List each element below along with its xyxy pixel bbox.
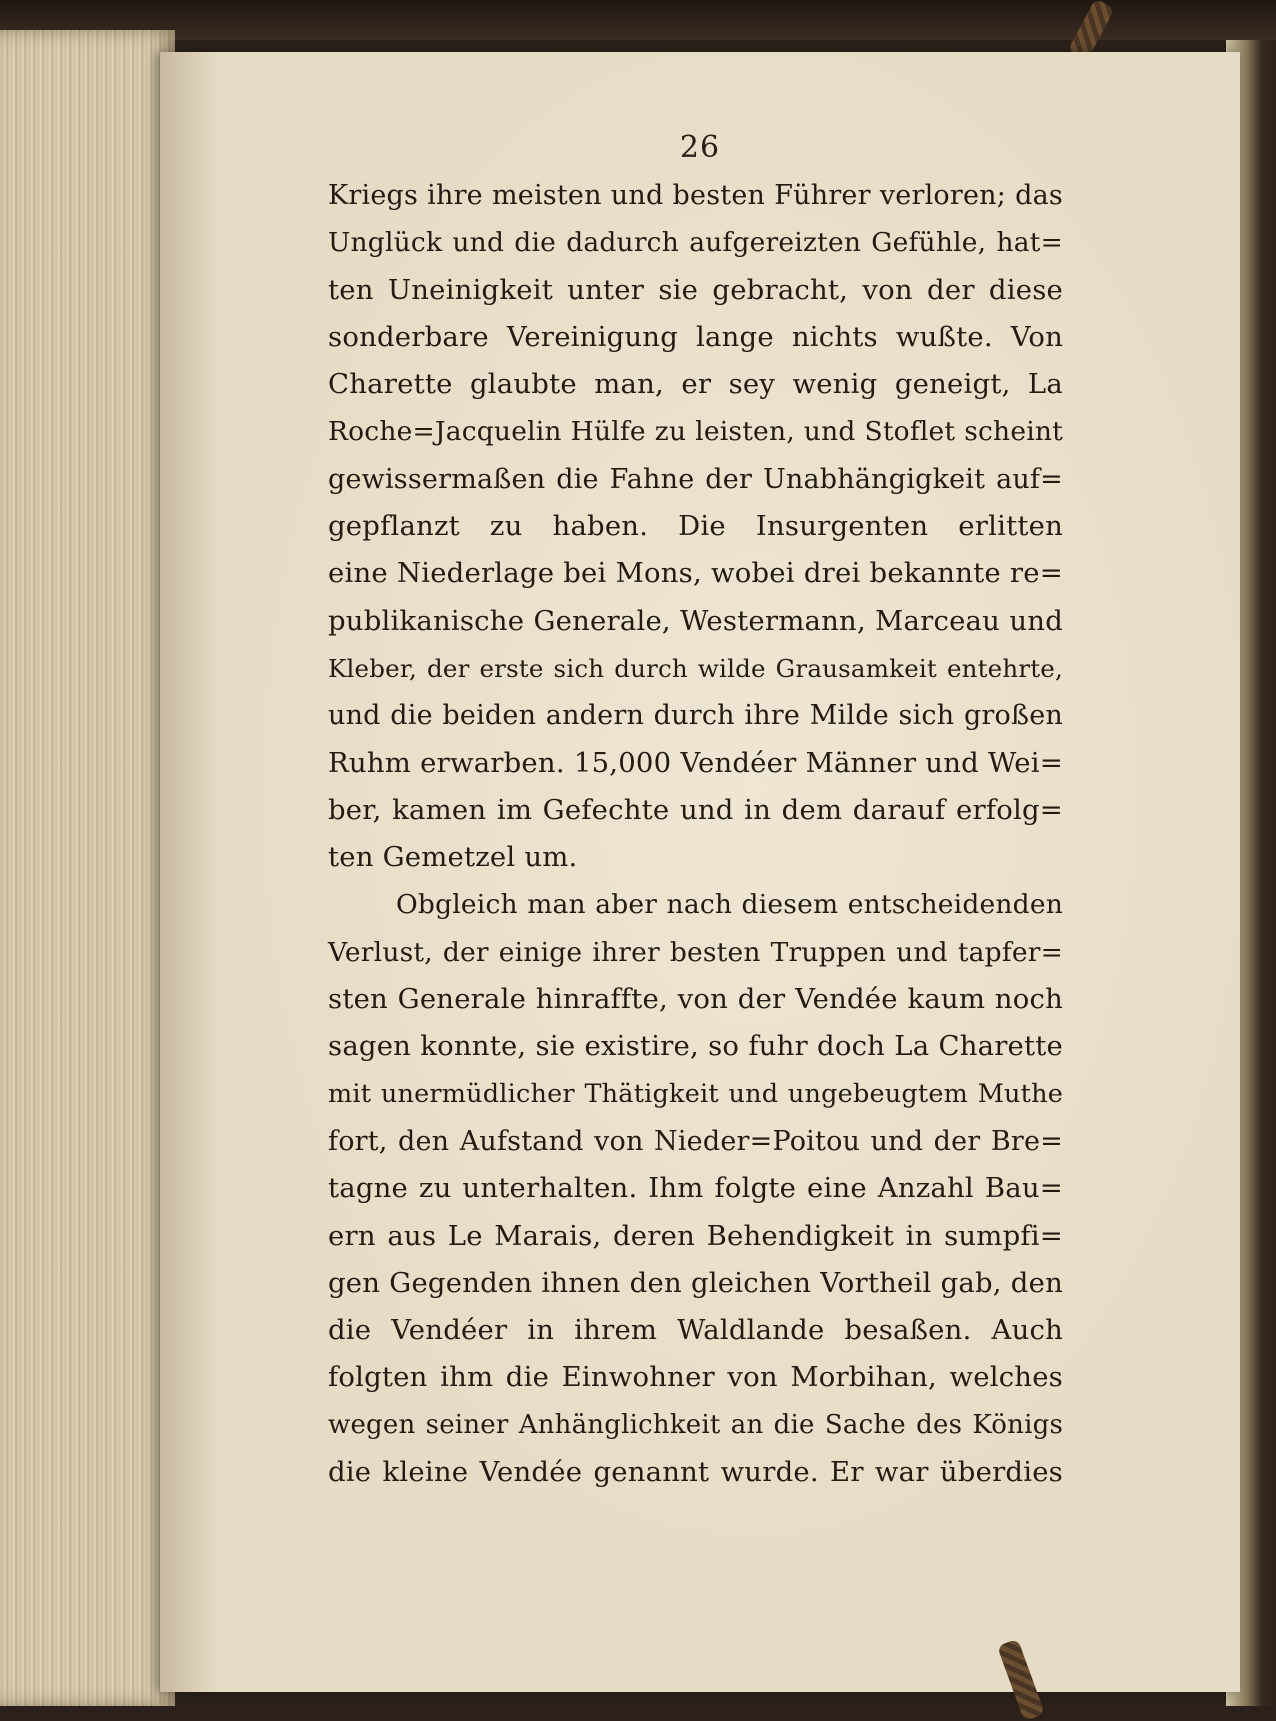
text-line: und die beiden andern durch ihre Milde sich großen xyxy=(328,700,1063,732)
text-line: gepflanzt zu haben. Die Insurgenten erlitten xyxy=(328,510,1063,543)
book-page xyxy=(160,52,1240,1692)
page-number: 26 xyxy=(679,130,721,165)
text-line: eine Niederlage bei Mons, wobei drei bekannte re= xyxy=(328,557,1063,590)
text-line: sagen konnte, sie existire, so fuhr doch La Charette xyxy=(328,1030,1063,1063)
text-line: mit unermüdlicher Thätigkeit und ungebeugtem Muthe xyxy=(328,1078,1063,1109)
body-text xyxy=(328,172,1063,1496)
text-line: Kleber, der erste sich durch wilde Grausamkeit entehrte, xyxy=(328,653,1063,683)
text-line: Unglück und die dadurch aufgereizten Gefühle, hat= xyxy=(328,227,1063,259)
text-line: ten Uneinigkeit unter sie gebracht, von der diese xyxy=(328,273,1063,306)
text-line: sten Generale hinraffte, von der Vendée kaum noch xyxy=(328,983,1063,1016)
text-line: ten Gemetzel um. xyxy=(328,841,578,874)
text-line: Obgleich man aber nach diesem entscheidenden xyxy=(396,889,1063,921)
text-line: folgten ihm die Einwohner von Morbihan, welches xyxy=(328,1361,1063,1394)
text-line: Kriegs ihre meisten und besten Führer verloren; das xyxy=(328,180,1063,211)
text-line: wegen seiner Anhänglichkeit an die Sache des Königs xyxy=(328,1409,1063,1440)
text-line: die kleine Vendée genannt wurde. Er war überdies xyxy=(328,1456,1063,1489)
text-line: Roche=Jacquelin Hülfe zu leisten, und Stoflet scheint xyxy=(328,416,1063,448)
text-line: publikanische Generale, Westermann, Marceau und xyxy=(328,604,1063,637)
text-line: gen Gegenden ihnen den gleichen Vortheil gab, den xyxy=(328,1266,1063,1299)
text-line: ber, kamen im Gefechte und in dem darauf erfolg= xyxy=(328,793,1063,826)
text-line: Ruhm erwarben. 15,000 Vendéer Männer und Wei= xyxy=(328,746,1063,779)
text-line: Charette glaubte man, er sey wenig geneigt, La xyxy=(328,368,1063,401)
text-line: die Vendéer in ihrem Waldlande besaßen. Auch xyxy=(328,1314,1063,1347)
text-line: Verlust, der einige ihrer besten Truppen und tapfer= xyxy=(328,936,1063,968)
page-edges xyxy=(0,30,175,1706)
text-line: fort, den Aufstand von Nieder=Poitou und der Bre= xyxy=(328,1125,1063,1157)
text-line: sonderbare Vereinigung lange nichts wußte. Von xyxy=(328,320,1063,353)
text-line: ern aus Le Marais, deren Behendigkeit in sumpfi= xyxy=(328,1219,1063,1252)
text-line: tagne zu unterhalten. Ihm folgte eine Anzahl Bau= xyxy=(328,1172,1063,1205)
text-line: gewissermaßen die Fahne der Unabhängigkeit auf= xyxy=(328,463,1063,495)
